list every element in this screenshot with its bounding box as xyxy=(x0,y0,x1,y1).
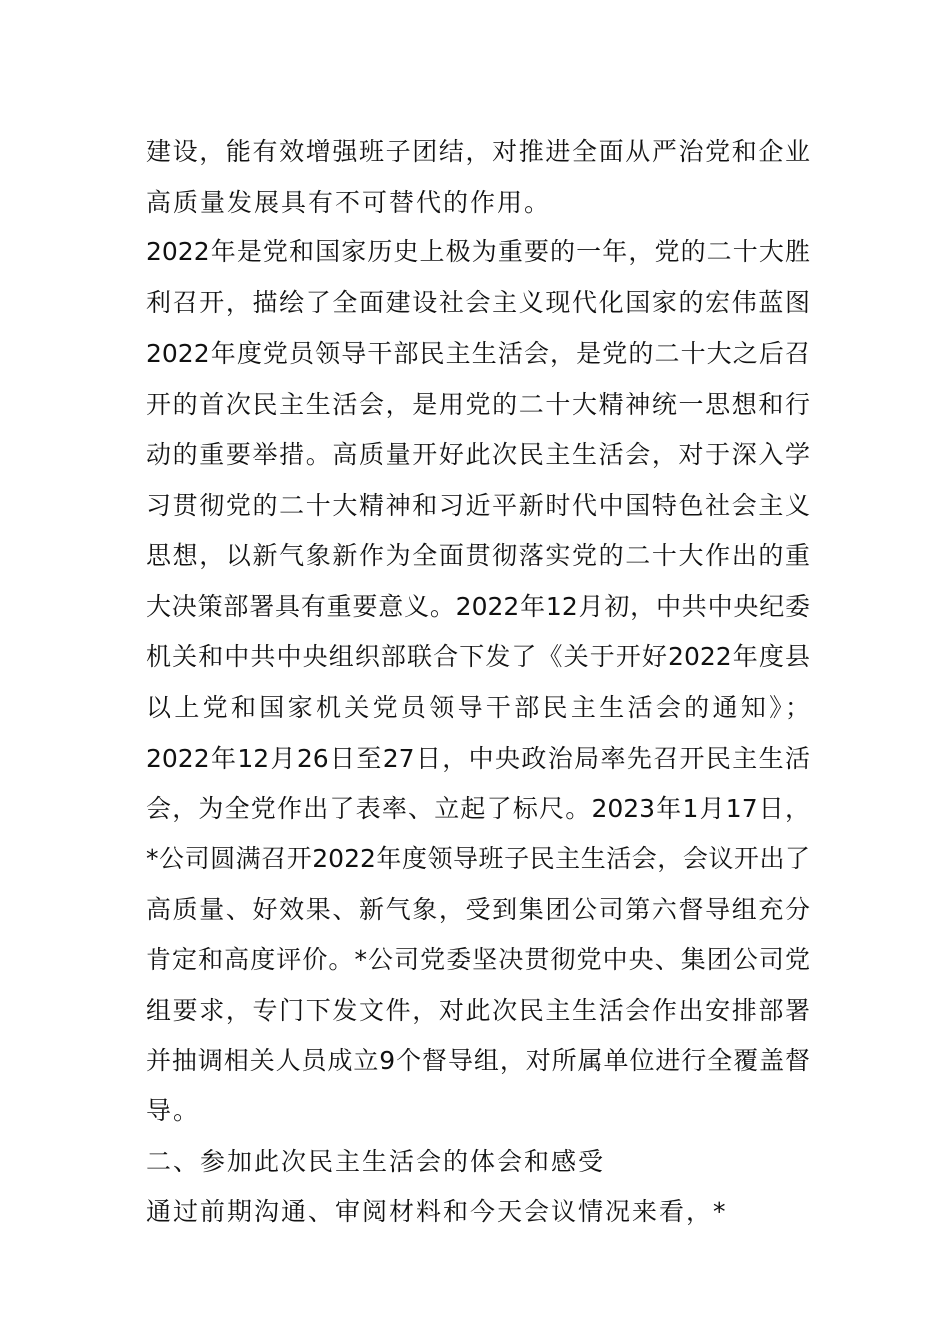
text-line: 会，为全党作出了表率、立起了标尺。2023年1月17日， xyxy=(146,794,810,823)
text-line: 动的重要举措。高质量开好此次民主生活会，对于深入学 xyxy=(146,440,810,469)
text-line: 肯定和高度评价。*公司党委坚决贯彻党中央、集团公司党 xyxy=(146,945,810,974)
text-line: 思想，以新气象新作为全面贯彻落实党的二十大作出的重 xyxy=(146,541,810,570)
text-line: 高质量、好效果、新气象，受到集团公司第六督导组充分 xyxy=(146,895,810,924)
text-line: *公司圆满召开2022年度领导班子民主生活会，会议开出了 xyxy=(146,844,810,873)
text-line: 导。 xyxy=(146,1096,201,1125)
text-line: 2022年是党和国家历史上极为重要的一年，党的二十大胜 xyxy=(146,237,810,266)
text-line: 高质量发展具有不可替代的作用。 xyxy=(146,188,552,217)
text-line: 以上党和国家机关党员领导干部民主生活会的通知》； xyxy=(146,693,810,722)
text-line: 组要求，专门下发文件，对此次民主生活会作出安排部署 xyxy=(146,996,810,1025)
text-line: 通过前期沟通、审阅材料和今天会议情况来看，* xyxy=(146,1197,728,1226)
text-line: 建设，能有效增强班子团结，对推进全面从严治党和企业 xyxy=(146,137,810,166)
text-line: 开的首次民主生活会，是用党的二十大精神统一思想和行 xyxy=(146,390,810,419)
text-line: 2022年度党员领导干部民主生活会，是党的二十大之后召 xyxy=(146,339,810,368)
text-line: 习贯彻党的二十大精神和习近平新时代中国特色社会主义 xyxy=(146,491,810,520)
section-heading: 二、参加此次民主生活会的体会和感受 xyxy=(146,1147,606,1176)
text-line: 机关和中共中央组织部联合下发了《关于开好2022年度县 xyxy=(146,642,810,671)
text-line: 并抽调相关人员成立9个督导组，对所属单位进行全覆盖督 xyxy=(146,1046,810,1075)
text-line: 大决策部署具有重要意义。2022年12月初，中共中央纪委 xyxy=(146,592,810,621)
text-line: 2022年12月26日至27日，中央政治局率先召开民主生活 xyxy=(146,744,810,773)
text-line: 利召开，描绘了全面建设社会主义现代化国家的宏伟蓝图 xyxy=(146,288,810,317)
